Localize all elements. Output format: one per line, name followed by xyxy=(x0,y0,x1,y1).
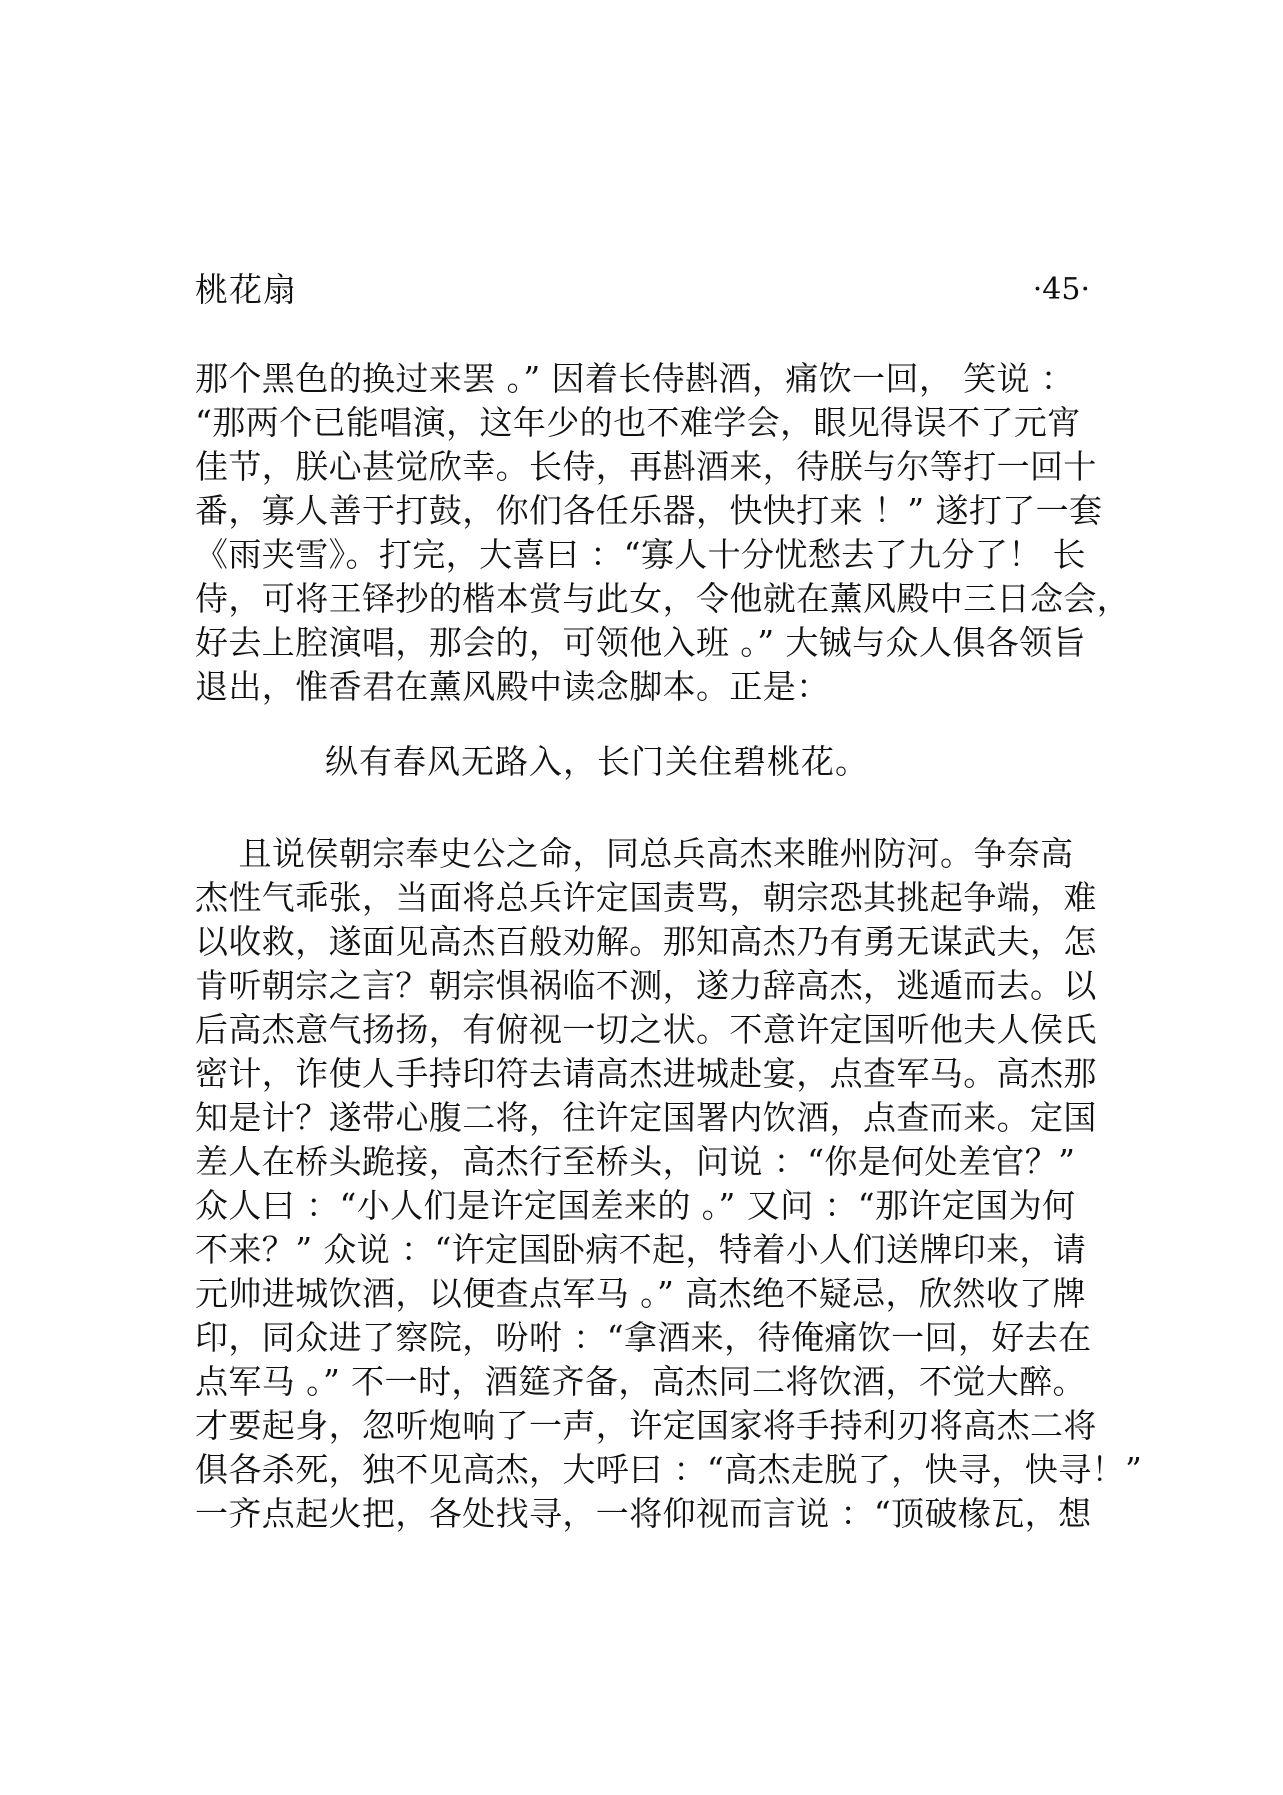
paragraph-2 xyxy=(195,832,1143,1536)
text-line: 《雨夹雪》。打完，大喜曰 ：“寡人十分忧愁去了九分了！ 长 xyxy=(195,535,1086,574)
text-line: 才要起身，忽听炮响了一声，许定国家将手持利刃将高杰二将 xyxy=(195,1406,1097,1445)
text-line: 知是计？遂带心腹二将，往许定国署内饮酒，点查而来。定国 xyxy=(195,1098,1097,1137)
text-line: 好去上腔演唱，那会的，可领他入班 。” 大铖与众人俱各领旨 xyxy=(195,623,1086,662)
text-line: 点军马 。” 不一时，酒筵齐备，高杰同二将饮酒，不觉大醉。 xyxy=(195,1362,1086,1401)
text-line: 以收救，遂面见高杰百般劝解。那知高杰乃有勇无谋武夫，怎 xyxy=(195,922,1097,961)
text-line: 众人曰 ：“小人们是许定国差来的 。” 又问 ：“那许定国为何 xyxy=(195,1186,1076,1225)
text-line: 退出，惟香君在薰风殿中读念脚本。正是： xyxy=(195,667,830,706)
text-line: 不来？” 众说 ：“许定国卧病不起，特着小人们送牌印来，请 xyxy=(195,1230,1087,1269)
text-line: 那个黑色的换过来罢 。” 因着长侍斟酒，痛饮一回， 笑说 ： xyxy=(195,359,1075,398)
text-line: 侍，可将王铎抄的楷本赏与此女，令他就在薰风殿中三日念会， xyxy=(195,579,1131,618)
book-title: 桃花扇 xyxy=(195,270,297,309)
text-line: 一齐点起火把，各处找寻，一将仰视而言说 ：“顶破椽瓦，想 xyxy=(195,1494,1092,1533)
paragraph-1 xyxy=(195,357,1131,709)
text-line: 印，同众进了察院，吩咐 ：“拿酒来，待俺痛饮一回，好去在 xyxy=(195,1318,1092,1357)
text-line: 元帅进城饮酒，以便查点军马 。” 高杰绝不疑忌，欣然收了牌 xyxy=(195,1274,1086,1313)
text-line: 肯听朝宗之言？朝宗惧祸临不测，遂力辞高杰，逃遁而去。以 xyxy=(195,966,1097,1005)
text-line: 密计，诈使人手持印符去请高杰进城赴宴，点查军马。高杰那 xyxy=(195,1054,1097,1093)
text-line: 佳节，朕心甚觉欣幸。长侍，再斟酒来，待朕与尔等打一回十 xyxy=(195,447,1097,486)
text-line: 番，寡人善于打鼓，你们各任乐器，快快打来 ！” 遂打了一套 xyxy=(195,491,1103,530)
running-head xyxy=(195,268,1090,312)
text-line: 后高杰意气扬扬，有俯视一切之状。不意许定国听他夫人侯氏 xyxy=(195,1010,1097,1049)
page-number: ·45· xyxy=(1032,272,1090,307)
verse-couplet: 纵有春风无路入，长门关住碧桃花。 xyxy=(325,742,869,781)
text-line: 差人在桥头跪接，高杰行至桥头，问说 ：“你是何处差官？” xyxy=(195,1142,1076,1181)
text-line: 俱各杀死，独不见高杰，大呼曰 ：“高杰走脱了，快寻，快寻！” xyxy=(195,1450,1143,1489)
text-line: 且说侯朝宗奉史公之命，同总兵高杰来睢州防河。争奈高 xyxy=(195,834,1074,873)
text-line: “那两个已能唱演，这年少的也不难学会，眼见得误不了元宵 xyxy=(195,403,1081,442)
text-line: 杰性气乖张，当面将总兵许定国责骂，朝宗恐其挑起争端，难 xyxy=(195,878,1097,917)
